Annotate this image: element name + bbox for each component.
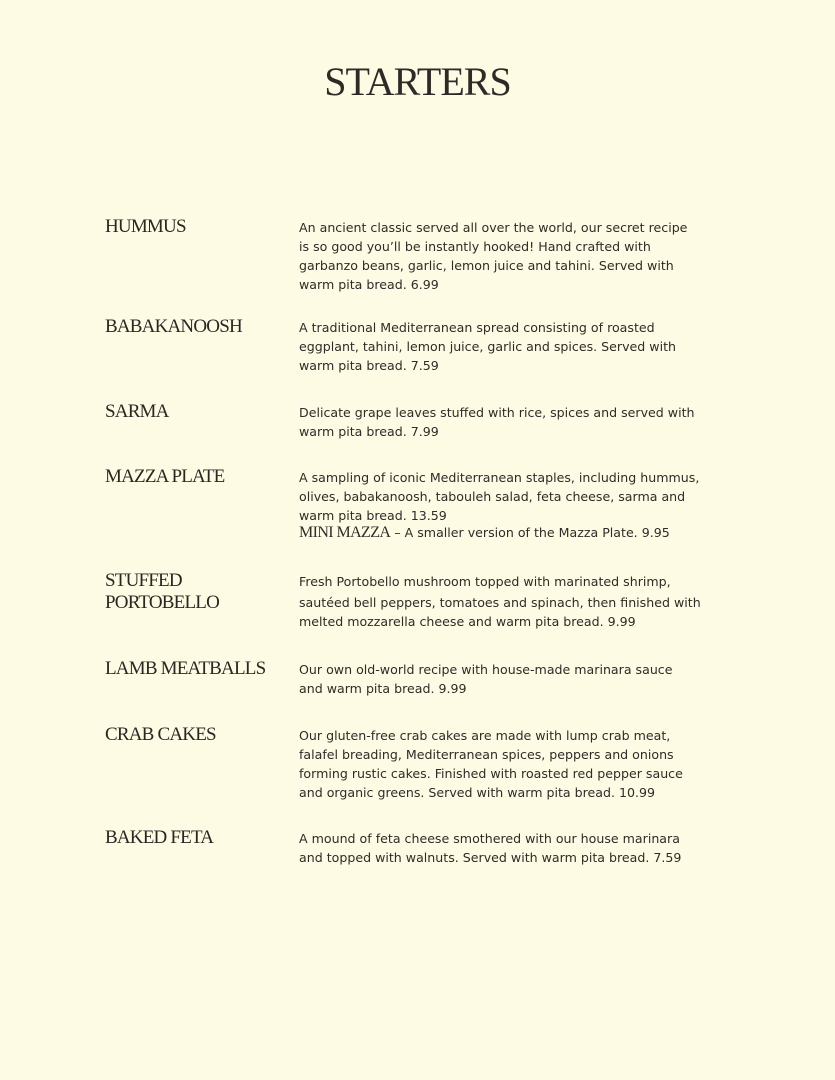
- desc-line: Our gluten-free crab cakes are made with lump crab meat,: [299, 728, 671, 743]
- desc-line: melted mozzarella cheese and warm pita bread. 9.99: [299, 614, 636, 629]
- desc-line: Our own old-world recipe with house-made marinara sauce: [299, 662, 673, 677]
- desc-line: and topped with walnuts. Served with warm pita bread. 7.59: [299, 850, 682, 865]
- sub-item-name: MINI MAZZA: [299, 524, 391, 541]
- desc-line: and warm pita bread. 9.99: [299, 681, 467, 696]
- item-name-line: CRAB CAKES: [105, 724, 216, 745]
- item-name: [105, 466, 290, 488]
- item-name-line: LAMB MEATBALLS: [105, 658, 266, 679]
- desc-line: Delicate grape leaves stuffed with rice, spices and served with: [299, 405, 695, 420]
- desc-line: warm pita bread. 13.59: [299, 508, 447, 523]
- item-description: [299, 572, 719, 631]
- desc-line: An ancient classic served all over the world, our secret recipe: [299, 220, 688, 235]
- desc-line: eggplant, tahini, lemon juice, garlic and spices. Served with: [299, 339, 677, 354]
- desc-line: warm pita bread. 7.99: [299, 424, 439, 439]
- item-name-line: STUFFED: [105, 570, 182, 591]
- item-name: [105, 570, 290, 614]
- item-description: [299, 468, 719, 542]
- item-description: [299, 218, 719, 294]
- desc-line: A mound of feta cheese smothered with our house marinara: [299, 831, 680, 846]
- item-name-line: SARMA: [105, 401, 169, 422]
- item-name: [105, 316, 290, 338]
- item-name-line: BABAKANOOSH: [105, 316, 242, 337]
- page-title: STARTERS: [324, 59, 511, 104]
- desc-line: warm pita bread. 7.59: [299, 358, 439, 373]
- desc-line: warm pita bread. 6.99: [299, 277, 439, 292]
- desc-line: is so good you’ll be instantly hooked! Hand crafted with: [299, 239, 651, 254]
- desc-line: forming rustic cakes. Finished with roasted red pepper sauce: [299, 766, 683, 781]
- sub-item-mini-mazza: [299, 523, 719, 542]
- item-name: [105, 216, 290, 238]
- item-description: [299, 829, 719, 867]
- item-name: [105, 658, 290, 680]
- item-name-line: BAKED FETA: [105, 827, 214, 848]
- item-description: [299, 318, 719, 375]
- desc-line: Fresh Portobello mushroom topped with marinated shrimp,: [299, 574, 671, 589]
- desc-line: falafel breading, Mediterranean spices, peppers and onions: [299, 747, 674, 762]
- desc-line: A traditional Mediterranean spread consisting of roasted: [299, 320, 655, 335]
- item-description: [299, 726, 719, 802]
- desc-line: and organic greens. Served with warm pita bread. 10.99: [299, 785, 656, 800]
- desc-line: garbanzo beans, garlic, lemon juice and tahini. Served with: [299, 258, 674, 273]
- desc-line: olives, babakanoosh, tabouleh salad, feta cheese, sarma and: [299, 489, 686, 504]
- item-name-line: HUMMUS: [105, 216, 186, 237]
- item-name-line: PORTOBELLO: [105, 592, 220, 613]
- desc-line: A sampling of iconic Mediterranean staples, including hummus,: [299, 470, 700, 485]
- item-name: [105, 724, 290, 746]
- sub-item-desc: – A smaller version of the Mazza Plate. 9.95: [390, 525, 670, 540]
- desc-line: sautéed bell peppers, tomatoes and spinach, then finished with: [299, 595, 701, 610]
- item-description: [299, 660, 719, 698]
- item-name-line: MAZZA PLATE: [105, 466, 225, 487]
- item-name: [105, 827, 290, 849]
- item-description: [299, 403, 719, 441]
- item-name: [105, 401, 290, 423]
